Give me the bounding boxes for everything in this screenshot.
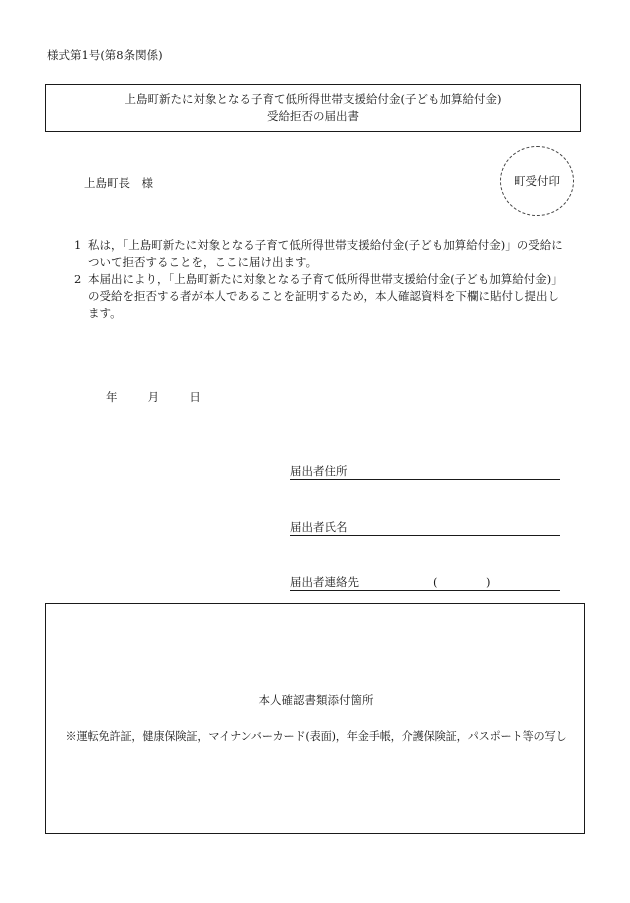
statement-text: 私は，「上島町新たに対象となる子育て低所得世帯支援給付金(子ども加算給付金)」の受給について拒否することを，ここに届け出ます。 (88, 238, 563, 269)
statement-item (74, 271, 564, 322)
statement-number: 2 (74, 272, 82, 286)
date-year: 年 (106, 390, 118, 404)
statement-text: 本届出により，「上島町新たに対象となる子育て低所得世帯支援給付金(子ども加算給付金)」の受給を拒否する者が本人であることを証明するため，本人確認資料を下欄に貼付し提出します。 (88, 272, 563, 320)
contact-field[interactable] (290, 575, 560, 591)
stamp-label: 町受付印 (514, 174, 560, 188)
statement-item (74, 237, 564, 271)
reception-stamp-area (500, 146, 574, 216)
paren-close: ) (486, 575, 491, 589)
paren-open: ( (433, 575, 438, 589)
form-title-line2: 受給拒否の届出書 (267, 109, 359, 123)
address-field[interactable] (290, 464, 560, 480)
form-title-line1: 上島町新たに対象となる子育て低所得世帯支援給付金(子ども加算給付金) (124, 92, 502, 106)
addressee: 上島町長 様 (84, 176, 153, 190)
statement-number: 1 (74, 238, 82, 252)
name-label: 届出者氏名 (290, 520, 348, 534)
contact-label: 届出者連絡先 (290, 575, 359, 589)
date-row[interactable] (106, 389, 201, 405)
name-field[interactable] (290, 520, 560, 536)
id-section-note: ※運転免許証，健康保険証，マイナンバーカード(表面)，年金手帳，介護保険証，パスポート等の写し (65, 730, 567, 743)
form-number: 様式第1号(第8条関係) (47, 48, 163, 62)
id-section-title: 本人確認書類添付箇所 (258, 693, 374, 707)
id-document-attachment-box (45, 603, 585, 834)
date-month: 月 (147, 390, 160, 404)
form-title-box (45, 84, 581, 132)
date-day: 日 (189, 390, 201, 404)
statements (74, 237, 564, 322)
address-label: 届出者住所 (290, 464, 348, 478)
